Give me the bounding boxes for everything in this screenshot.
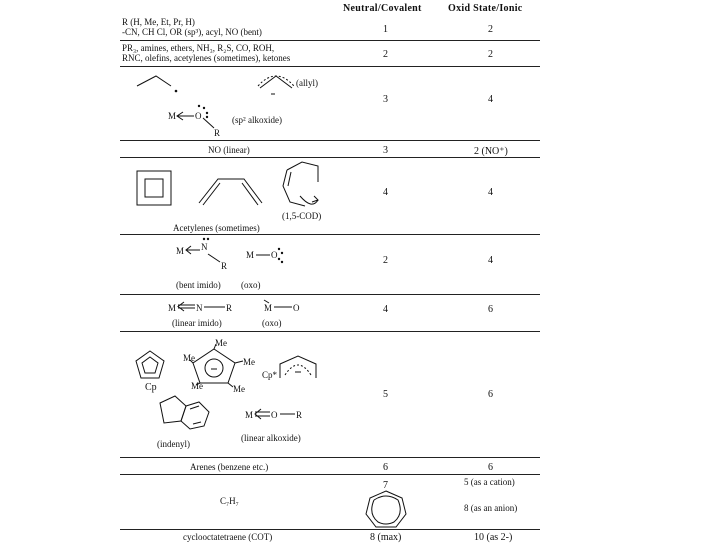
row1-neutral: 1	[383, 24, 388, 35]
butadiene-structure	[199, 179, 262, 205]
no-linear-text: NO (linear)	[208, 145, 250, 155]
row8-ionic: 6	[488, 389, 493, 400]
row5-neutral: 4	[383, 187, 388, 198]
row1-line1: R (H, Me, Et, Pr, H)	[122, 17, 195, 27]
oxo-o: O	[271, 250, 278, 260]
row2-line2: RNC, olefins, acetylenes (sometimes), ketones	[122, 53, 291, 63]
cot-text: cyclooctatetraene (COT)	[183, 532, 273, 542]
oxo2-m: M	[264, 303, 273, 313]
linear-imido-structure	[178, 302, 225, 311]
row10-neutral: 7	[383, 480, 388, 491]
oxo2-structure	[264, 300, 292, 307]
linear-imido-r: R	[226, 303, 233, 313]
bent-imido-label: (bent imido)	[176, 280, 221, 290]
row4-ionic: 2 (NO⁺)	[474, 146, 508, 157]
sp2-alkoxide-structure	[177, 105, 214, 128]
oxo-label: (oxo)	[241, 280, 261, 290]
cpstar-structure	[190, 344, 243, 387]
linear-imido-m: M	[168, 303, 177, 313]
row8-neutral: 5	[383, 389, 388, 400]
oxo2-label: (oxo)	[262, 318, 282, 328]
allyl-sigma-structure	[137, 76, 177, 92]
me-left: Me	[183, 353, 195, 363]
indenyl-label: (indenyl)	[157, 439, 190, 449]
bent-imido-m: M	[176, 246, 185, 256]
cod-structure	[283, 162, 318, 206]
oxo2-o: O	[293, 303, 300, 313]
bent-imido-n: N	[201, 242, 208, 252]
row10-ionic-cation: 5 (as a cation)	[464, 477, 515, 487]
acetylenes-label: Acetylenes (sometimes)	[173, 223, 260, 233]
row2-ionic: 2	[488, 49, 493, 60]
linear-imido-label: (linear imido)	[172, 318, 222, 328]
linear-alkoxide-o: O	[271, 410, 278, 420]
alkoxide-o: O	[195, 111, 202, 121]
row1-line2: -CN, CH Cl, OR (sp³), acyl, NO (bent)	[122, 27, 262, 37]
row7-ionic: 6	[488, 304, 493, 315]
me-right: Me	[243, 357, 255, 367]
header-neutral: Neutral/Covalent	[343, 3, 422, 14]
linear-alkoxide-m: M	[245, 410, 254, 420]
row10-ionic-anion: 8 (as an anion)	[464, 503, 518, 513]
row11-neutral: 8 (max)	[370, 532, 402, 543]
row9-ionic: 6	[488, 462, 493, 473]
row2-neutral: 2	[383, 49, 388, 60]
alkoxide-m: M	[168, 111, 177, 121]
row1-ionic: 2	[488, 24, 493, 35]
c7h7-text: C₇H₇	[220, 496, 239, 506]
row7-neutral: 4	[383, 304, 388, 315]
allyl-pi-structure	[258, 76, 294, 94]
me-top: Me	[215, 338, 227, 348]
cod-label: (1,5-COD)	[282, 211, 322, 221]
row6-ionic: 4	[488, 255, 493, 266]
row5-ionic: 4	[488, 187, 493, 198]
cp-label: Cp	[145, 382, 157, 393]
cp-structure	[136, 351, 164, 378]
allyl-label: (allyl)	[296, 78, 318, 88]
cpstar-label: Cp*	[262, 370, 278, 380]
tropylium-structure	[366, 491, 406, 527]
indenyl-structure	[160, 396, 209, 429]
linear-alkoxide-r: R	[296, 410, 303, 420]
sp2-alkoxide-label: (sp² alkoxide)	[232, 115, 282, 125]
pentadienyl-structure	[280, 356, 316, 378]
linear-alkoxide-structure	[255, 409, 295, 419]
header-oxid: Oxid State/Ionic	[448, 3, 523, 14]
cyclobutadiene-structure	[137, 171, 171, 205]
bent-imido-r: R	[221, 261, 228, 271]
linear-alkoxide-label: (linear alkoxide)	[241, 433, 301, 443]
oxo-structure	[256, 248, 283, 263]
linear-imido-n: N	[196, 303, 203, 313]
row4-neutral: 3	[383, 145, 388, 156]
row3-neutral: 3	[383, 94, 388, 105]
row11-ionic: 10 (as 2-)	[474, 532, 513, 543]
row2-line1: PR₃, amines, ethers, NH₃, R₂S, CO, ROH,	[122, 43, 275, 53]
row6-neutral: 2	[383, 255, 388, 266]
row3-ionic: 4	[488, 94, 493, 105]
oxo-m: M	[246, 250, 255, 260]
me-bottom-left: Me	[191, 381, 203, 391]
row9-neutral: 6	[383, 462, 388, 473]
arenes-text: Arenes (benzene etc.)	[190, 462, 269, 472]
alkoxide-r: R	[214, 128, 221, 138]
bent-imido-structure	[186, 238, 220, 262]
me-bottom-right: Me	[233, 384, 245, 394]
